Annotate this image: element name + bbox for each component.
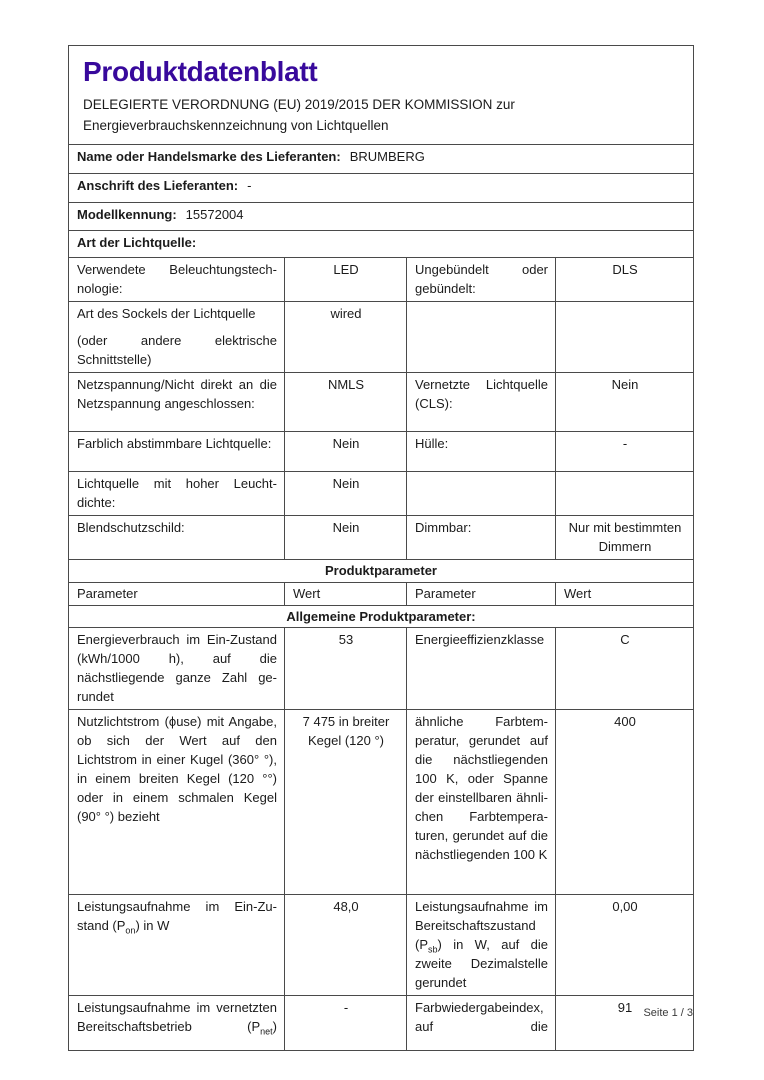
light-source-type-label: Art der Lichtquelle: [77,235,197,250]
value-cell: DLS [556,258,694,302]
param-text: Leistungsaufnahme im vernetzten Bereitschaftsbetrieb (P [77,1000,277,1034]
model-id-row [69,203,694,231]
column-header: Wert [556,583,694,606]
value-cell: 48,0 [285,895,407,996]
param-cell: Netzspannung/Nicht direkt an die Netzspannung angeschlossen: [69,373,285,432]
param-text: ) [272,1019,277,1034]
page-title: Produktdatenblatt [83,56,318,87]
table-row [69,302,694,373]
value-cell: 53 [285,628,407,710]
subtitle-line-2: Energieverbrauchskennzeichnung von Lichtquellen [83,117,389,133]
subscript: sb [428,944,438,955]
subscript: on [125,925,136,936]
table-row [69,710,694,895]
light-source-type-row [69,231,694,258]
table-row [69,258,694,302]
param-cell: Lichtquelle mit hoher Leuchtdichte: [69,472,285,516]
value-cell: - [285,996,407,1051]
param-cell: Vernetzte Lichtquelle (CLS): [407,373,556,432]
socket-type-line: Art des Sockels der Lichtquelle [77,306,256,321]
value-cell: 0,00 [556,895,694,996]
supplier-address-row [69,174,694,203]
param-text: ) in W [135,918,170,933]
param-cell: Hülle: [407,432,556,472]
param-cell [69,996,285,1051]
value-cell: wired [285,302,407,373]
value-cell [556,302,694,373]
section-header-allgemeine: Allgemeine Produktparameter: [69,606,694,628]
value-cell: Nein [285,516,407,560]
param-cell: Farbwiedergabeindex, auf die [407,996,556,1051]
section-header-produktparameter: Produktparameter [69,560,694,583]
regulation-subtitle [83,95,678,136]
table-row [69,373,694,432]
value-cell: - [556,432,694,472]
table-row [69,516,694,560]
value-cell: Nein [556,373,694,432]
param-text: ) in W, auf die zweite Dezimalstelle gerundet [415,937,548,990]
supplier-name-row [69,145,694,174]
value-cell: Nein [285,472,407,516]
value-cell: Nein [285,432,407,472]
column-header: Parameter [69,583,285,606]
table-row [69,895,694,996]
param-cell [69,895,285,996]
subscript: net [260,1026,273,1037]
param-cell: Blendschutzschild: [69,516,285,560]
supplier-name-value: BRUMBERG [349,149,425,164]
table-row [69,432,694,472]
page-number: Seite 1 / 3 [643,1007,693,1019]
table-row [69,472,694,516]
param-cell: Energieverbrauch im Ein-Zustand (kWh/1000 h), auf die nächstliegende ganze Zahl gerundet [69,628,285,710]
table-row [69,996,694,1051]
model-id-label: Modellkennung: [77,207,177,222]
param-cell: Energieeffizienzklasse [407,628,556,710]
param-cell [407,895,556,996]
datasheet-table [68,45,694,1051]
supplier-address-label: Anschrift des Lieferanten: [77,178,239,193]
value-cell: 7 475 in breiter Kegel (120 °) [285,710,407,895]
column-header: Parameter [407,583,556,606]
param-text: Leistungsaufnahme im Bereitschaftszustand (P [415,899,548,952]
param-cell: Dimmbar: [407,516,556,560]
title-block [69,46,694,145]
param-cell: Farblich abstimmbare Lichtquelle: [69,432,285,472]
value-cell: Nur mit bestimmten Dimmern [556,516,694,560]
value-cell: C [556,628,694,710]
supplier-address-value: - [247,178,252,193]
value-cell: NMLS [285,373,407,432]
param-text: Leistungsaufnahme im Ein-Zustand (P [77,899,277,933]
subtitle-line-1: DELEGIERTE VERORDNUNG (EU) 2019/2015 DER KOMMISSION zur [83,97,515,112]
param-cell: Nutzlichtstrom (ϕuse) mit Angabe, ob sich der Wert auf den Lichtstrom in einer Kugel (360° °), in einem breiten Kegel (120 °°) oder in einem schmalen Kegel (90° °) bezieht [69,710,285,895]
param-cell: Ungebündelt oder gebündelt: [407,258,556,302]
supplier-name-label: Name oder Handelsmarke des Lieferanten: [77,149,341,164]
column-header: Wert [285,583,407,606]
column-header-row [69,583,694,606]
value-cell: LED [285,258,407,302]
table-row [69,628,694,710]
value-cell [556,472,694,516]
param-cell [407,472,556,516]
socket-type-note: (oder andere elektrische Schnittstelle) [77,333,277,367]
model-id-value: 15572004 [185,207,244,222]
value-cell: 91 [556,996,694,1051]
param-cell: ähnliche Farbtemperatur, gerundet auf die nächstliegenden 100 K, oder Spanne der einstellbaren ähnlichen Farbtemperaturen, gerundet auf die nächstliegenden 100 K [407,710,556,895]
param-cell [407,302,556,373]
param-cell: Verwendete Beleuchtungstechnologie: [69,258,285,302]
value-cell: 400 [556,710,694,895]
param-cell [69,302,285,373]
